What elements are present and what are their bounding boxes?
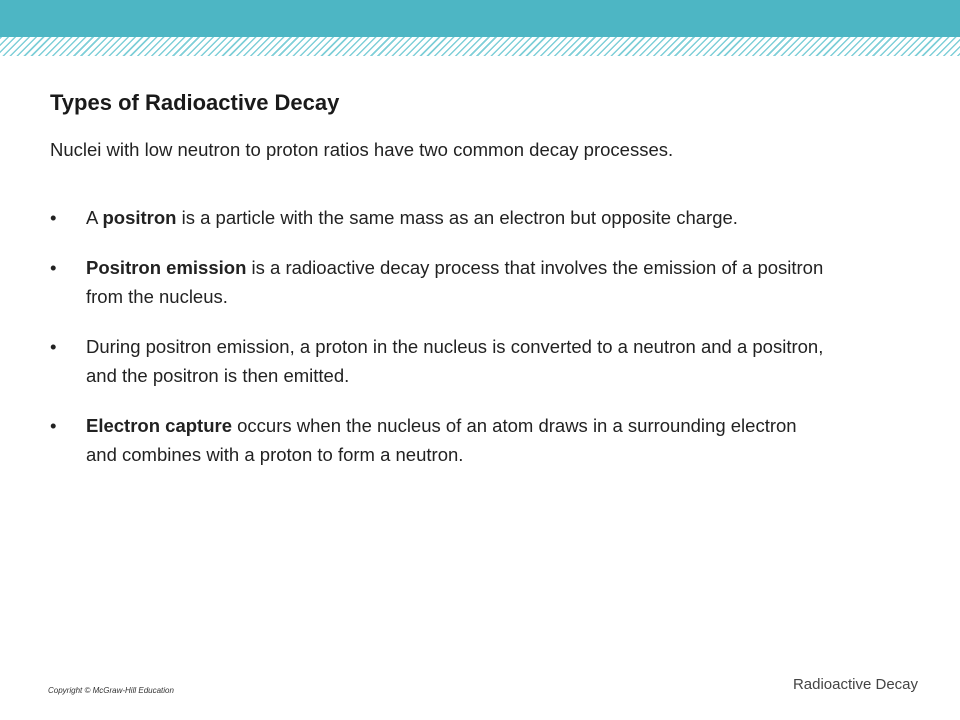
bullet-text-rest: occurs when the nucleus of an atom draws in a surrounding electron and combines with a proton to form a neutron.: [86, 415, 797, 465]
bullet-marker: •: [50, 336, 57, 357]
bullet-term: Positron emission: [86, 257, 247, 278]
bullet-item: [50, 253, 830, 311]
slide-title: Types of Radioactive Decay: [50, 90, 340, 115]
bullet-text-rest: is a particle with the same mass as an electron but opposite charge.: [176, 207, 738, 228]
bullet-marker: •: [50, 257, 57, 278]
bullet-item: [50, 203, 830, 232]
hatched-band: [0, 37, 960, 56]
slide-intro: Nuclei with low neutron to proton ratios have two common decay processes.: [50, 139, 674, 160]
bullet-marker: •: [50, 207, 57, 228]
bullet-term: Electron capture: [86, 415, 232, 436]
bullet-term: positron: [102, 207, 177, 228]
bullet-text-rest: is a radioactive decay process that involves the emission of a positron from the nucleus.: [86, 257, 824, 307]
bullet-list: [50, 203, 830, 490]
copyright-notice: Copyright © McGraw-Hill Education: [48, 686, 174, 695]
top-color-band: [0, 0, 960, 37]
bullet-item: [50, 332, 830, 390]
bullet-text-pre: During positron emission, a proton in the nucleus is converted to a neutron and a positron, and the positron is then emitted.: [86, 336, 824, 386]
bullet-marker: •: [50, 415, 57, 436]
bullet-item: [50, 411, 830, 469]
footer-section-label: Radioactive Decay: [792, 676, 918, 693]
bullet-text-pre: A: [86, 207, 103, 228]
